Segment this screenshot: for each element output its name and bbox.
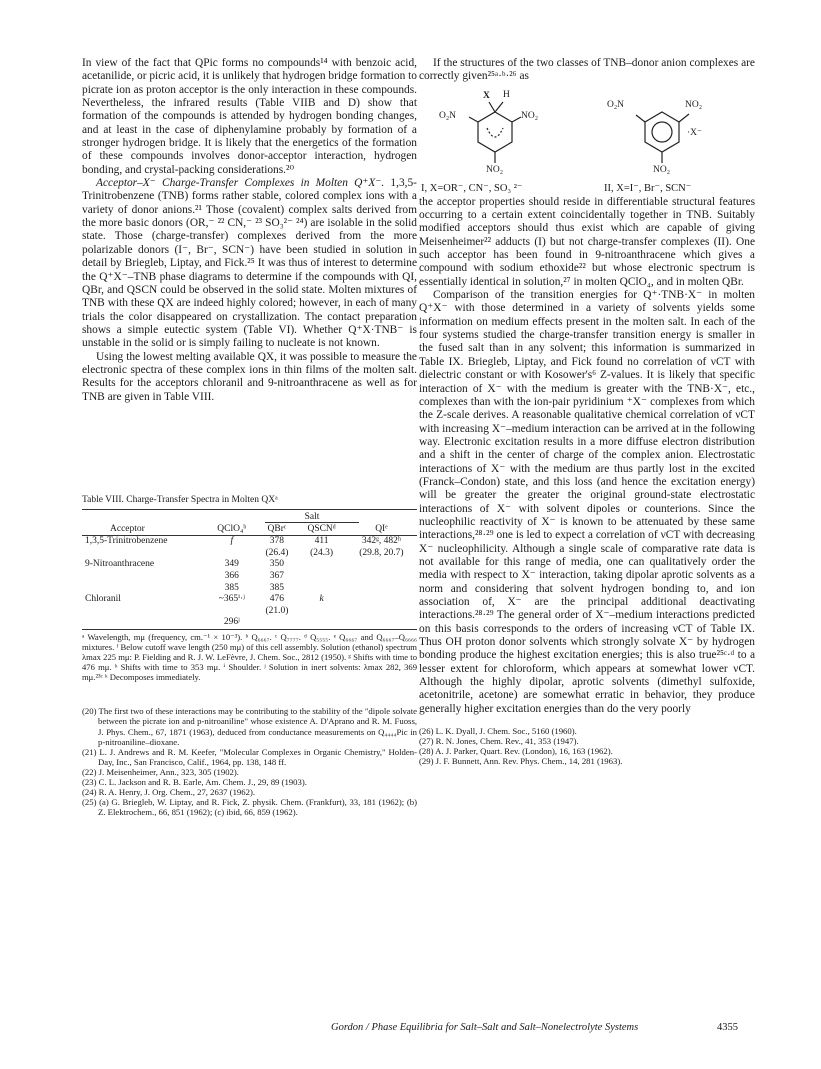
bond: [469, 117, 478, 122]
paragraph-text: 1,3,5-Trinitrobenzene (TNB) forms rather stable, colored complex ions with a variety of donor anions.²¹ Those (covalent) complex salts derived from the more basic donors (OR,⁻ ²² CN,⁻ ²³ SO₃²⁻ ²⁴) are isolable in the solid state. Those (charge-transfer) complexes derived from the more polarizable donors (I⁻, Br⁻, SCN⁻) have been studied in solution in detail by Briegleb, Liptay, and Fick.²⁵ It was thus of interest to determine the Q⁺X⁻–TNB phase diagrams to determine if the compounds with QI, QBr, and QSCN could be observed in the solid state. Molten mixtures of TNB with these QX are indeed highly colored; however, in each of many trials the color disappeared on crystallization. The contact preparation shows a simple eutectic system (Table VI). Whether Q⁺X·TNB⁻ is unstable in the solid or is simply failing to nucleate is not known.: [82, 177, 417, 350]
paragraph: If the structures of the two classes of TNB–donor anion complexes are correctly given²⁵ᵃ·ᵇ·²⁶ as: [419, 57, 755, 83]
table-cell: 385: [269, 582, 285, 593]
struct-label-no2: NO₂: [653, 164, 671, 175]
benzene-ring-II: [645, 112, 679, 152]
table-row: [82, 548, 417, 560]
reference-item: (23) C. L. Jackson and R. B. Earle, Am. Chem. J., 29, 89 (1903).: [82, 777, 307, 787]
table-cell: [82, 571, 207, 583]
reference-item: (25) (a) G. Briegleb, W. Liptay, and R. Fick, Z. physik. Chem. (Frankfurt), 33, 181 (1962); (b) Z. Elektrochem., 66, 851 (1962); (c) ibid, 66, 859 (1962).: [82, 797, 417, 818]
table-title: Table VIII. Charge-Transfer Spectra in Molten QXᵃ: [82, 494, 278, 505]
table-cell: [346, 617, 417, 629]
table-cell: 296ʲ: [223, 617, 240, 628]
table-cell: k: [319, 594, 324, 605]
table-cell: [82, 548, 207, 560]
table-cell: (24.3): [310, 547, 334, 558]
paragraph: Using the lowest melting available QX, it was possible to measure the electronic spectra of these complex ions in thin films of the molten salt. Results for the acceptors chloranil and 9-nitroanthracene as well as for TNB are given in Table VIII.: [82, 350, 417, 403]
reference-item: (27) R. N. Jones, Chem. Rev., 41, 353 (1947).: [419, 736, 579, 747]
table-row: [82, 536, 417, 548]
paragraph: [82, 177, 417, 350]
table-cell: 367: [269, 570, 285, 581]
table-cell: [346, 559, 417, 571]
table-row: [82, 594, 417, 606]
table-row: [82, 606, 417, 618]
bond: [636, 115, 645, 122]
table-cell: 385: [224, 582, 239, 593]
table-cell: 411: [314, 536, 329, 547]
table-cell: [82, 583, 207, 595]
table-cell: (21.0): [265, 605, 289, 616]
table-cell: (26.4): [265, 547, 289, 558]
table-cell: [207, 606, 256, 618]
struct-label-no2: NO₂: [521, 110, 539, 121]
structure-II-caption: II, X=I⁻, Br⁻, SCN⁻: [604, 182, 692, 194]
table-cell: [82, 617, 207, 629]
struct-label-o2n: O₂N: [439, 110, 457, 121]
table-header: QBrᶜ: [267, 523, 287, 534]
struct-label-no2: NO₂: [486, 164, 504, 175]
table-footnote: ᵃ Wavelength, mμ (frequency, cm.⁻¹ × 10⁻³). ᵇ Q₆₆₆₇. ᶜ Q₇₇₇₇. ᵈ Q₅₅₅₅. ᵉ Q₆₆₆₇ and Q₆₆₆₇–Q₆₆₆₆ mixtures. ᶠ Below cutoff wave length (250 mμ) of this cell assembly. Solution (ethanol) spectrum λmax 225 mμ: P. Fielding and R. J. W. LeFèvre, J. Chem. Soc., 2812 (1950). ᵍ Shifts with time to 476 mμ. ʰ Shifts with time to 353 mμ. ⁱ Shoulder. ʲ Solution in inert solvents: λmax 282, 369 mμ.²³ᶜ ᵏ Decomposes immediately.: [82, 631, 417, 683]
right-column: [419, 57, 755, 766]
table-cell: 350: [269, 559, 285, 570]
reference-list: [419, 726, 755, 766]
table-cell: 1,3,5-Trinitrobenzene: [85, 536, 168, 547]
paragraph: Comparison of the transition energies for Q⁺·TNB·X⁻ in molten Q⁺X⁻ with those determined in a variety of solvents yields some information on medium effects present in the molten salt. In each of the four systems studied the charge-transfer transition energy is smaller in the fused salt than in any solvent; this information is summarized in Table IX. Briegleb, Liptay, and Fick found no correlation of νCT with dielectric constant or with Kosower's⁶ Z-values. It is likely that specific interaction of X⁻ with the medium is greater with the TNB·X⁻, etc., complexes than with the ion-pair pyridinium ⁺X⁻ complexes from which the Z-scale derives. A reasonable qualitative chemical correlation of νCT with increasing X⁻–medium interaction can be arrived at in the following way. Electronic excitation results in a more diffuse electron distribution and a shift in the center of charge of the complex anion. Electrostatic interactions of X⁻ with the medium are thus partly lost in the excited (Franck–Condon) state, and this loss (and hence the excitation energy) will be greater the greater the original ground-state electrostatic interactions of X⁻ with solvent dipoles or counterions. Since the nucleophilic reactivity of X⁻ is known to be attenuated by these same interactions,²⁸·²⁹ one is led to expect a correlation of νCT with decreasing X⁻ nucleophilicity. Although a single scale of comparative rate data is not available for this range of media, one can qualitatively order the media with respect to X⁻ interaction, taking dipolar aprotic solvents as a norm and considering that solvent hydrogen bonding to, and ion association of, X⁻ are the principal additional deactivating interactions.²⁸·²⁹ The general order of X⁻–medium interactions predicted on this basis corresponds to the orders of increasing νCT of Table IX. Thus OH proton donor solvents which strongly solvate X⁻ by hydrogen bonding produce the highest excitation energies; this is also true²⁵ᶜ·ᵈ to a lesser extent for chloroform, which appears at somewhat lower νCT. Although the highly dipolar, aprotic solvents (dimethyl sulfoxide, acetonitrile, acetone) are somewhat erratic in behavior, they produce generally higher excitation energies than do the very poorly: [419, 289, 755, 715]
struct-label-x: X: [483, 90, 490, 101]
reference-item: (22) J. Meisenheimer, Ann., 323, 305 (1902).: [82, 766, 239, 777]
section-heading: Acceptor–X⁻ Charge-Transfer Complexes in Molten Q⁺X⁻.: [96, 177, 385, 190]
table-cell: 349: [224, 559, 239, 570]
table-cell: [207, 548, 256, 560]
reference-item: (20) The first two of these interactions may be contributing to the stability of the "dipole solvate between the picrate ion and p-nitroaniline" whose existence A. D'Aprano and R. M. Fuoss, J. Phys. Chem., 67, 1871 (1963), deduced from conductance measurements on Q₄₄₄₄Pic in p-nitroaniline–dioxane.: [82, 706, 417, 747]
table-row: [82, 571, 417, 583]
table-cell: 476: [269, 594, 285, 605]
reference-item: (21) L. J. Andrews and R. M. Keefer, "Molecular Complexes in Organic Chemistry," Holden-Day, Inc., San Francisco, Calif., 1964, pp. 138, 148 ff.: [82, 746, 417, 767]
left-column: [82, 57, 417, 817]
table-cell: [297, 559, 345, 571]
ring-I-inner-arc: [487, 128, 503, 137]
table-header: QIᵉ: [375, 523, 388, 534]
struct-label-xminus: ·X⁻: [687, 127, 703, 138]
table-cell: [297, 617, 345, 629]
table-cell: 9-Nitroanthracene: [85, 559, 155, 570]
table-cell: [297, 583, 345, 595]
table-cell: [256, 617, 297, 629]
table-cell: [297, 571, 345, 583]
table-cell: [346, 571, 417, 583]
reference-item: (26) L. K. Dyall, J. Chem. Soc., 5160 (1960).: [419, 726, 577, 737]
page-number: 4355: [717, 1022, 738, 1033]
table-header: Acceptor: [110, 523, 145, 534]
table-row: [82, 559, 417, 571]
table-cell: f: [230, 536, 234, 547]
table-header: QClO₄ᵇ: [217, 523, 247, 534]
structure-I-caption: I, X=OR⁻, CN⁻, SO₃ ²⁻: [421, 182, 523, 194]
table-group-header: Salt: [265, 512, 360, 523]
benzene-ring-I: [478, 112, 512, 152]
table-cell: 342ᵍ, 482ʰ: [361, 536, 401, 547]
table-cell: [297, 606, 345, 618]
table-cell: 366: [224, 570, 239, 581]
bond: [489, 102, 495, 112]
table-cell: Chloranil: [85, 594, 121, 605]
reference-item: (24) R. A. Henry, J. Org. Chem., 27, 2637 (1962).: [82, 787, 256, 798]
ring-II-aromatic-circle: [652, 122, 672, 142]
struct-label-h: H: [503, 89, 510, 100]
paragraph: the acceptor properties should reside in differentiable structural features occurring to a certain extent coincidentally together in TNB. Suitably modified acceptors should thus exist which are capable of giving Meisenheimer²² adducts (I) but not charge-transfer complexes (II). One such acceptor has been found in 9-nitroanthracene which gives a compound with sodium ethoxide²² but whose electronic spectrum is essentially identical in solution,²⁷ in molten QClO₄, and in molten QBr.: [419, 195, 755, 288]
paragraph: In view of the fact that QPic forms no compounds¹⁴ with benzoic acid, acetanilide, or picric acid, it is unlikely that hydrogen bridge formation to picrate ion as proton acceptor is the only interaction in these compounds. Nevertheless, the infrared results (Table VIIB and D) show that formation of the compounds is attended by hydrogen bonding changes, and at least in the case of diphenylamine probably by formation of a stronger hydrogen bridge. It is likely that the energetics of the formation of these compounds involves donor-acceptor interaction, hydrogen bonding, and crystal-packing considerations.²⁰: [82, 57, 417, 176]
struct-label-o2n: O₂N: [607, 99, 625, 110]
table-cell: (29.8, 20.7): [359, 547, 404, 558]
table-row: [82, 617, 417, 629]
table-cell: [82, 606, 207, 618]
structure-I-diagram: [419, 84, 755, 196]
table-cell: [346, 606, 417, 618]
table-header: QSCNᵈ: [307, 523, 336, 534]
table-row: [82, 583, 417, 595]
table-cell: 378: [269, 536, 285, 547]
reference-item: (28) A. J. Parker, Quart. Rev. (London), 16, 163 (1962).: [419, 746, 613, 757]
reference-list: [82, 706, 417, 817]
table-cell: [346, 583, 417, 595]
chemical-structures: [419, 84, 755, 196]
table-cell: [346, 594, 417, 606]
reference-item: (29) J. F. Bunnett, Ann. Rev. Phys. Chem., 14, 281 (1963).: [419, 756, 623, 767]
bond: [495, 102, 503, 112]
table-cell: ~365ⁱ·ʲ: [218, 594, 245, 605]
running-footer: Gordon / Phase Equilibria for Salt–Salt and Salt–Nonelectrolyte Systems: [331, 1022, 639, 1033]
bond: [679, 114, 689, 122]
bond: [512, 117, 521, 122]
struct-label-no2: NO₂: [685, 99, 703, 110]
data-table: [82, 509, 417, 630]
